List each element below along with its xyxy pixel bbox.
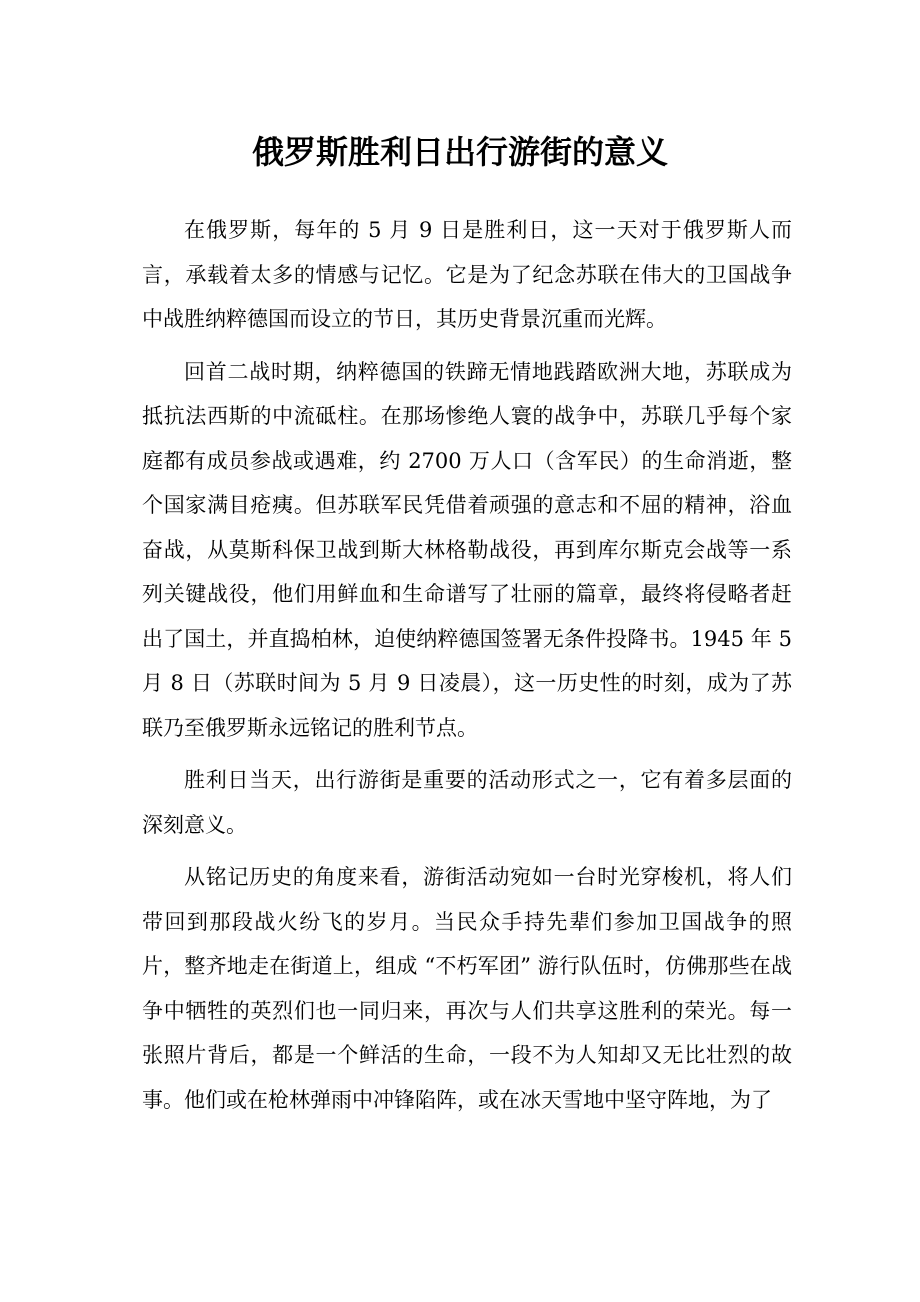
document-body — [142, 208, 792, 1130]
paragraph-4: 从铭记历史的角度来看，游街活动宛如一台时光穿梭机，将人们带回到那段战火纷飞的岁月。当民众手持先辈们参加卫国战争的照片，整齐地走在街道上，组成 “不朽军团” 游行队伍时，仿佛那些在战争中牺牲的英烈们也一同归来，再次与人们共享这胜利的荣光。每一张照片背后，都是一个鲜活的生命，一段不为人知却又无比壮烈的故事。他们或在枪林弹雨中冲锋陷阵，或在冰天雪地中坚守阵地，为了 — [142, 865, 792, 1112]
paragraph-2: 回首二战时期，纳粹德国的铁蹄无情地践踏欧洲大地，苏联成为抵抗法西斯的中流砥柱。在那场惨绝人寰的战争中，苏联几乎每个家庭都有成员参战或遇难，约 2700 万人口（含军民）的生命消逝，整个国家满目疮痍。但苏联军民凭借着顽强的意志和不屈的精神，浴血奋战，从莫斯科保卫战到斯大林格勒战役，再到库尔斯克会战等一系列关键战役，他们用鲜血和生命谱写了壮丽的篇章，最终将侵略者赶出了国土，并直捣柏林，迫使纳粹德国签署无条件投降书。1945 年 5 月 8 日（苏联时间为 5 月 9 日凌晨），这一历史性的时刻，成为了苏联乃至俄罗斯永远铭记的胜利节点。 — [142, 359, 792, 740]
paragraph-3: 胜利日当天，出行游街是重要的活动形式之一，它有着多层面的深刻意义。 — [142, 768, 792, 837]
document-title: 俄罗斯胜利日出行游街的意义 — [251, 133, 668, 171]
paragraph-1: 在俄罗斯，每年的 5 月 9 日是胜利日，这一天对于俄罗斯人而言，承载着太多的情感与记忆。它是为了纪念苏联在伟大的卫国战争中战胜纳粹德国而设立的节日，其历史背景沉重而光辉。 — [142, 218, 792, 331]
